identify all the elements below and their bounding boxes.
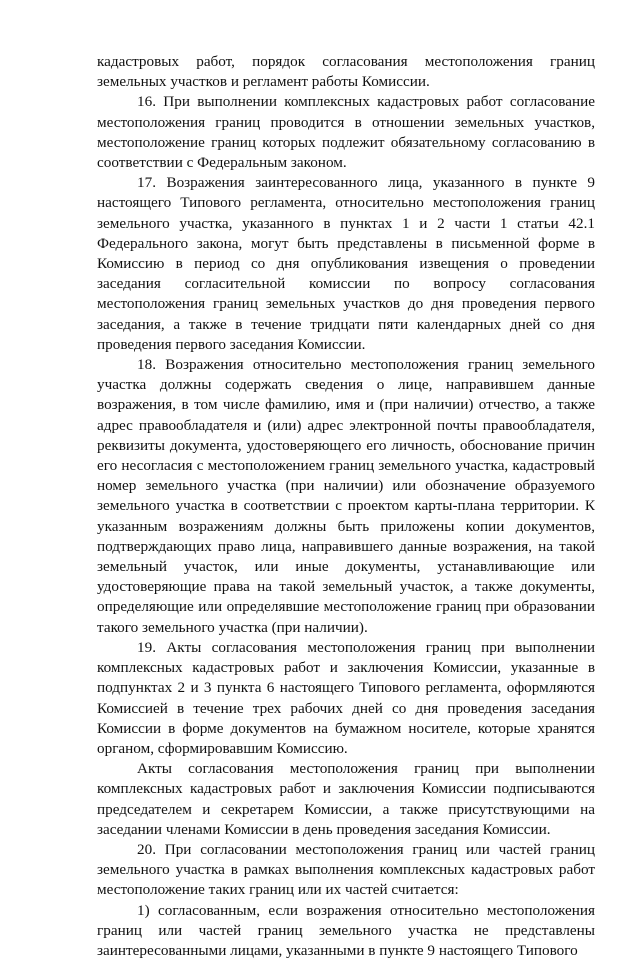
document-page	[97, 52, 595, 961]
paragraph-19-acts: Акты согласования местоположения границ при выполнении комплексных кадастровых работ и заключения Комиссии подписываются председателем и секретарем Комиссии, а также присутствующими на заседании членами Комиссии в день проведения заседания Комиссии.	[97, 760, 595, 838]
paragraph-18: 18. Возражения относительно местоположения границ земельного участка должны содержать сведения о лице, направившем данные возражения, в том числе фамилию, имя и (при наличии) отчество, а также адрес правообладателя и (или) адрес электронной почты правообладателя, реквизиты документа, удостоверяющего его личность, обоснование причин его несогласия с местоположением границ земельного участка, кадастровый номер земельного участка (при наличии) или обозначение образуемого земельного участка в соответствии с проектом карты-плана территории. К указанным возражениям должны быть приложены копии документов, подтверждающих право лица, направившего данные возражения, на такой земельный участок, или иные документы, устанавливающие или удостоверяющие права на такой земельный участок, а также документы, определяющие или определявшие местоположение границ при образовании такого земельного участка (при наличии).	[97, 356, 595, 636]
paragraph-19: 19. Акты согласования местоположения границ при выполнении комплексных кадастровых работ и заключения Комиссии, указанные в подпунктах 2 и 3 пункта 6 настоящего Типового регламента, оформляются Комиссией в течение трех рабочих дней со дня проведения заседания Комиссии в форме документов на бумажном носителе, которые хранятся органом, сформировавшим Комиссию.	[97, 638, 595, 757]
paragraph-20: 20. При согласовании местоположения границ или частей границ земельного участка в рамках выполнения комплексных кадастровых работ местоположение таких границ или их частей считается:	[97, 840, 595, 899]
paragraph-continuation: кадастровых работ, порядок согласования местоположения границ земельных участков и регламент работы Комиссии.	[97, 53, 595, 91]
paragraph-16: 16. При выполнении комплексных кадастровых работ согласование местоположения границ проводится в отношении земельных участков, местоположение границ которых подлежит обязательному согласованию в соответствии с Федеральным законом.	[97, 93, 595, 172]
paragraph-20-item-1: 1) согласованным, если возражения относительно местоположения границ или частей границ земельного участка не представлены заинтересованными лицами, указанными в пункте 9 настоящего Типового	[97, 901, 595, 959]
paragraph-17: 17. Возражения заинтересованного лица, указанного в пункте 9 настоящего Типового регламента, относительно местоположения границ земельного участка, указанного в пунктах 1 и 2 части 1 статьи 42.1 Федерального закона, могут быть представлены в письменной форме в Комиссию в период со дня опубликования извещения о проведении заседания согласительной комиссии по вопросу согласования местоположения границ земельных участков до дня проведения первого заседания, а также в течение тридцати пяти календарных дней со дня проведения первого заседания Комиссии.	[97, 174, 595, 353]
